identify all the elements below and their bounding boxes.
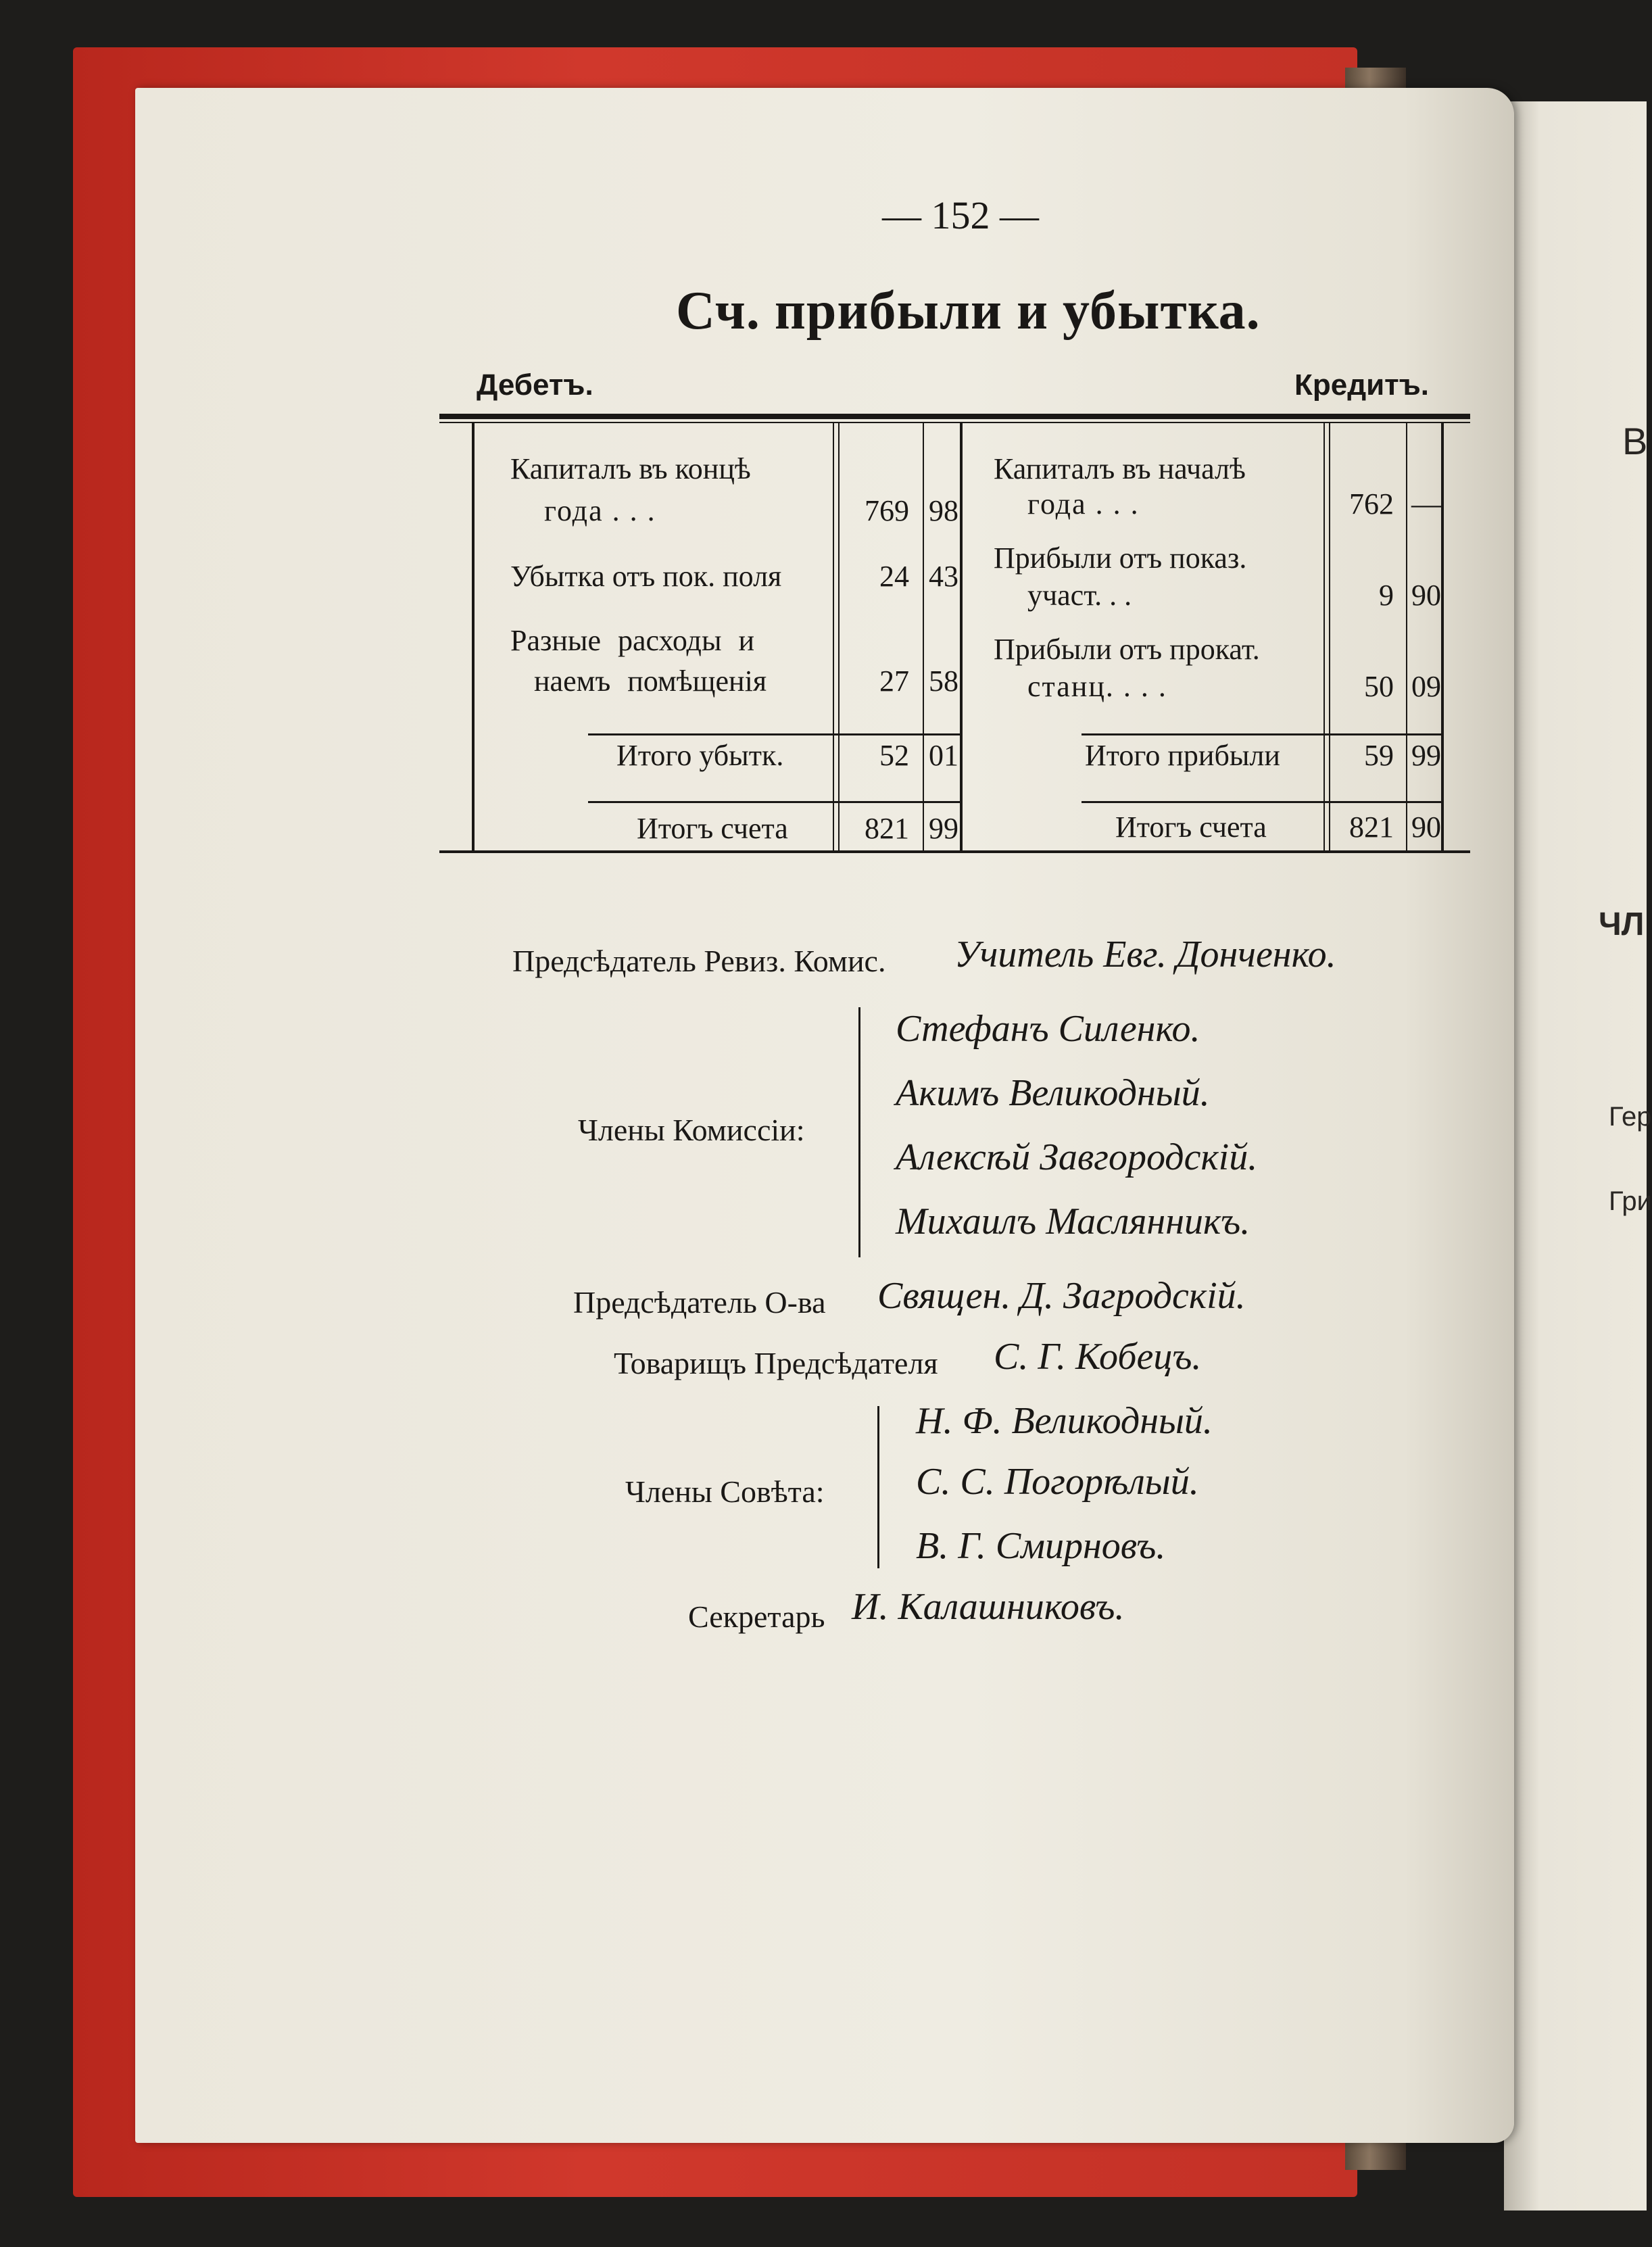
commission-label: Члены Комиссіи: — [578, 1113, 805, 1147]
column-rule — [960, 423, 963, 850]
page-number: — 152 — — [882, 193, 1039, 237]
commission-member: Михаилъ Маслянникъ. — [896, 1201, 1250, 1242]
next-page-fragment: Гер — [1609, 1102, 1652, 1132]
credit-row-label: года . . . — [1027, 487, 1140, 521]
credit-kop: 90 — [1411, 579, 1441, 612]
deputy-signature: С. Г. Кобецъ. — [994, 1336, 1202, 1378]
subtotal-rule — [588, 801, 960, 803]
page-title: Сч. прибыли и убытка. — [676, 281, 1261, 341]
credit-header: Кредитъ. — [1294, 368, 1430, 402]
column-rule — [923, 423, 924, 850]
debit-row-label: Разные расходы и — [510, 624, 755, 657]
society-chair-label: Предсѣдатель О-ва — [573, 1285, 826, 1320]
brace — [877, 1406, 879, 1568]
debit-subtotal-rub: 52 — [879, 739, 909, 772]
column-rule — [1329, 423, 1330, 850]
deputy-label: Товарищъ Предсѣдателя — [614, 1346, 938, 1380]
credit-kop: — — [1411, 487, 1441, 521]
debit-row-label: Капиталъ въ концѣ — [510, 452, 751, 485]
credit-row-label: участ. . . — [1027, 579, 1132, 612]
debit-row-label: наемъ помѣщенія — [534, 665, 767, 698]
next-page-fragment: ЧЛ — [1599, 907, 1645, 942]
credit-rub: 9 — [1379, 579, 1394, 612]
brace — [858, 1007, 860, 1257]
column-rule — [1323, 423, 1325, 850]
table-top-rule — [439, 422, 1470, 423]
table-bottom-rule — [439, 850, 1470, 853]
table-top-rule — [439, 414, 1470, 419]
subtotal-rule — [588, 733, 960, 735]
society-chair-signature: Священ. Д. Загродскій. — [877, 1275, 1246, 1317]
credit-total-kop: 90 — [1411, 811, 1441, 844]
credit-subtotal-rub: 59 — [1364, 739, 1394, 772]
credit-subtotal-label: Итого прибыли — [1085, 739, 1280, 772]
credit-row-label: Капиталъ въ началѣ — [994, 452, 1246, 485]
debit-total-kop: 99 — [929, 812, 958, 845]
credit-total-label: Итогъ счета — [1115, 811, 1267, 844]
debit-rub: 24 — [879, 560, 909, 593]
council-member: Н. Ф. Великодный. — [916, 1400, 1213, 1442]
credit-row-label: Прибыли отъ прокат. — [994, 633, 1260, 666]
debit-total-label: Итогъ счета — [637, 812, 788, 845]
debit-row-label: года . . . — [544, 494, 656, 527]
commission-member: Стефанъ Силенко. — [896, 1008, 1200, 1050]
credit-row-label: станц. . . . — [1027, 670, 1167, 703]
debit-rub: 27 — [879, 665, 909, 698]
column-rule — [1406, 423, 1407, 850]
credit-rub: 50 — [1364, 670, 1394, 703]
column-rule — [1441, 423, 1444, 850]
revision-chair-label: Предсѣдатель Ревиз. Комис. — [512, 944, 886, 978]
debit-kop: 58 — [929, 665, 958, 698]
next-page-fragment: Гри — [1609, 1186, 1652, 1216]
credit-total-rub: 821 — [1349, 811, 1394, 844]
column-rule — [472, 423, 475, 850]
debit-row-label: Убытка отъ пок. поля — [510, 560, 782, 593]
subtotal-rule — [1082, 801, 1443, 803]
debit-kop: 43 — [929, 560, 958, 593]
council-member: В. Г. Смирновъ. — [916, 1525, 1166, 1567]
debit-subtotal-label: Итого убытк. — [616, 739, 784, 772]
debit-header: Дебетъ. — [477, 368, 593, 402]
credit-row-label: Прибыли отъ показ. — [994, 541, 1247, 575]
next-page — [1504, 101, 1652, 2210]
next-page-fragment: В — [1622, 420, 1648, 462]
debit-rub: 769 — [865, 494, 909, 527]
column-rule — [838, 423, 840, 850]
subtotal-rule — [1082, 733, 1443, 735]
debit-kop: 98 — [929, 494, 958, 527]
debit-subtotal-kop: 01 — [929, 739, 958, 772]
credit-rub: 762 — [1349, 487, 1394, 521]
council-member: С. С. Погорѣлый. — [916, 1461, 1199, 1503]
credit-subtotal-kop: 99 — [1411, 739, 1441, 772]
commission-member: Алексѣй Завгородскій. — [896, 1136, 1258, 1178]
debit-total-rub: 821 — [865, 812, 909, 845]
secretary-label: Секретарь — [688, 1599, 825, 1634]
revision-chair-signature: Учитель Евг. Донченко. — [954, 934, 1336, 975]
council-label: Члены Совѣта: — [625, 1474, 825, 1509]
credit-kop: 09 — [1411, 670, 1441, 703]
commission-member: Акимъ Великодный. — [896, 1072, 1210, 1114]
column-rule — [833, 423, 834, 850]
secretary-signature: И. Калашниковъ. — [852, 1586, 1125, 1628]
